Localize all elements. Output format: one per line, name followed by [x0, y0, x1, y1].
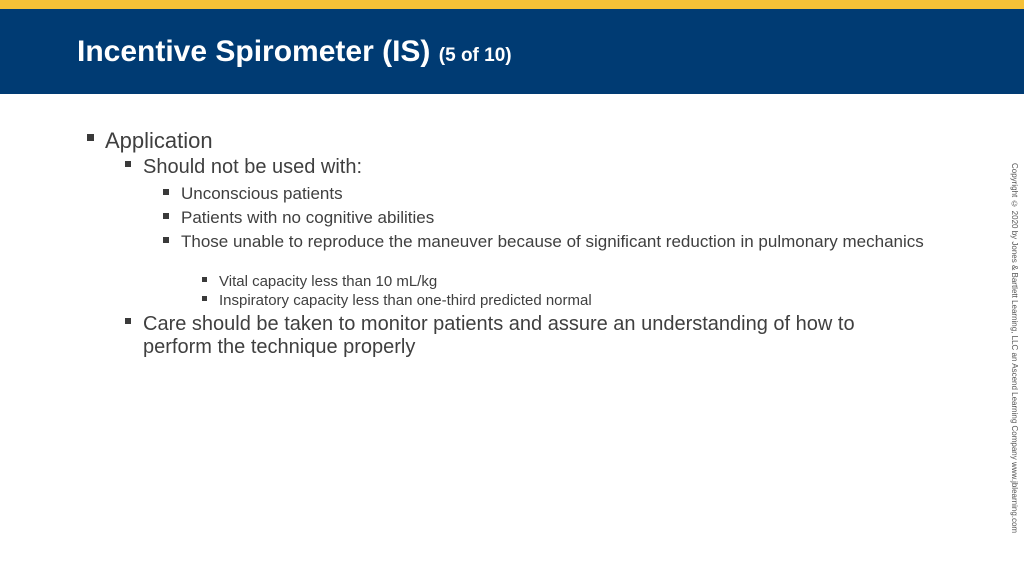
bullet-text: Should not be used with:: [143, 156, 363, 178]
square-bullet-icon: [163, 237, 169, 243]
square-bullet-icon: [163, 213, 169, 219]
bullet-text: Care should be taken to monitor patients and assure an understanding of how to perform the technique properly: [143, 313, 855, 358]
bullet-text: Vital capacity less than 10 mL/kg: [219, 273, 438, 290]
bullet-text: Application: [105, 128, 213, 153]
square-bullet-icon: [202, 296, 207, 301]
square-bullet-icon: [125, 161, 131, 167]
bullet-text: Patients with no cognitive abilities: [181, 208, 435, 227]
square-bullet-icon: [202, 277, 207, 282]
bullet-text: Inspiratory capacity less than one-third predicted normal: [219, 292, 592, 309]
bullet-unable-to-reproduce: [163, 232, 943, 252]
bullet-text: Unconscious patients: [181, 184, 343, 203]
slide-counter: (5 of 10): [438, 45, 512, 66]
bullet-inspiratory-capacity: [202, 292, 902, 310]
bullet-unconscious-patients: [163, 184, 943, 204]
bullet-vital-capacity: [202, 273, 902, 291]
slide-title-text: Incentive Spirometer (IS): [77, 35, 431, 68]
square-bullet-icon: [87, 134, 94, 141]
bullet-text: Those unable to reproduce the maneuver because of significant reduction in pulmonary mechanics: [181, 232, 924, 251]
bullet-should-not-use: [125, 156, 925, 179]
square-bullet-icon: [125, 318, 131, 324]
bullet-care-should-be-taken: [125, 313, 925, 359]
square-bullet-icon: [163, 189, 169, 195]
bullet-no-cognitive-abilities: [163, 208, 943, 228]
copyright-notice: Copyright © 2020 by Jones & Bartlett Learning, LLC an Ascend Learning Company www.jblearning.com: [1010, 163, 1019, 534]
bullet-application: [87, 128, 927, 154]
